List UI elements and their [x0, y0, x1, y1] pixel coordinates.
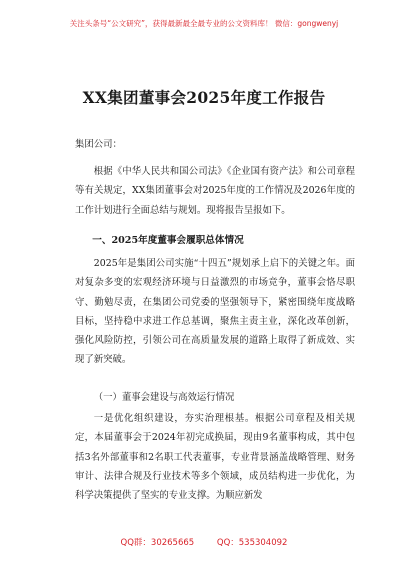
- contact-footer: [0, 536, 408, 548]
- section1-paragraph: 2025年是集团公司实施“十四五”规划承上启下的关键之年。面对复杂多变的宏观经济环境与日益激烈的市场竞争，董事会恪尽职守、勤勉尽责，在集团公司党委的坚强领导下，紧密围绕年度战略目标，坚持稳中求进工作总基调，聚焦主责主业，深化改革创新，强化风险防控，引领公司在高质量发展的道路上取得了新成效、实现了新突破。: [75, 258, 355, 366]
- section-heading-1: 一、2025年度董事会履职总体情况: [92, 235, 244, 246]
- section1-paragraph-block: [75, 254, 355, 370]
- subsection1-paragraph-block: [75, 409, 355, 505]
- document-title: XX集团董事会2025年度工作报告: [82, 88, 326, 107]
- intro-paragraph: 根据《中华人民共和国公司法》《企业国有资产法》和公司章程等有关规定，XX集团董事会对2025年度的工作情况及2026年度的工作计划进行全面总结与规划。现将报告呈报如下。: [75, 166, 355, 216]
- promo-banner: 关注头条号“公文研究”，获得最新最全最专业的公文资料库！ 微信：gongwenyj: [69, 19, 339, 28]
- salutation: 集团公司：: [75, 139, 122, 150]
- qq-group: QQ群：30265665: [120, 538, 195, 548]
- qq-contact: QQ：535304092: [216, 538, 288, 548]
- intro-paragraph-block: [75, 162, 355, 220]
- subsection-heading-1: （一）董事会建设与高效运行情况: [93, 392, 235, 403]
- subsection1-paragraph: 一是优化组织建设，夯实治理根基。根据公司章程及相关规定，本届董事会于2024年初完成换届，现由9名董事构成，其中包括3名外部董事和2名职工代表董事，专业背景涵盖战略管理、财务审计、法律合规及行业技术等多个领域，成员结构进一步优化，为科学决策提供了坚实的专业支撑。为顺应新发: [75, 413, 355, 502]
